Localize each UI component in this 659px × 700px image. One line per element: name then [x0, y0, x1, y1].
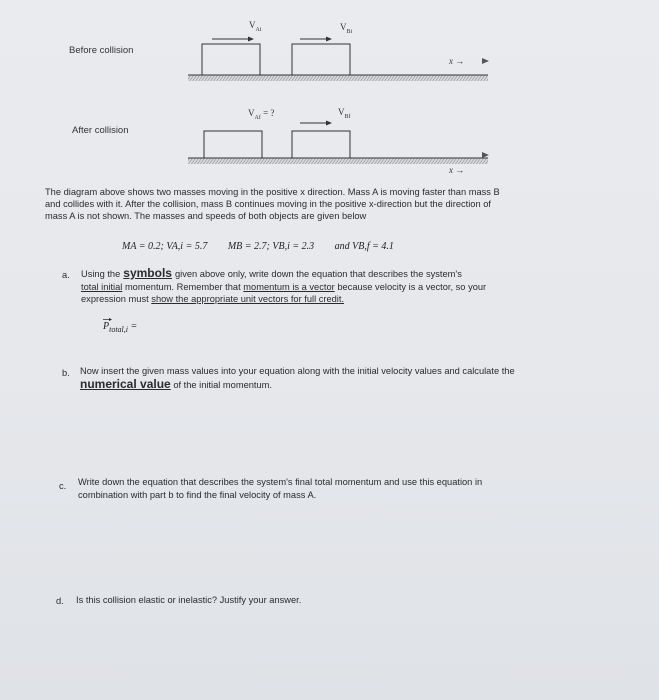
x-axis-arrowhead-before	[470, 56, 490, 66]
v-bi-label: $V_{Bi}$	[340, 22, 353, 35]
question-d-text: Is this collision elastic or inelastic? Justify your answer.	[76, 595, 302, 605]
given-values	[122, 241, 412, 252]
question-b-text: Now insert the given mass values into your equation along with the initial velocity values and calculate the numerical value of the initial momentum.	[80, 366, 515, 391]
x-axis-label-after: x →	[449, 165, 465, 175]
arrow-v-ai	[212, 37, 254, 42]
after-mass-a	[204, 131, 262, 158]
before-axis-arrow	[360, 66, 486, 75]
collision-diagram	[0, 0, 659, 190]
before-collision-label: Before collision	[69, 45, 134, 56]
after-ground	[188, 158, 488, 164]
question-d-letter: d.	[56, 596, 64, 606]
before-ground	[188, 75, 488, 81]
v-ai-label: $V_{Ai}$	[249, 20, 262, 33]
v-bf-label: $V_{Bf}$	[338, 107, 351, 120]
given-vbf: and VB,f = 4.1	[334, 241, 394, 252]
p-vector-arrow	[103, 317, 113, 322]
numerical-value-emphasis: numerical value	[80, 376, 171, 391]
x-axis-arrowhead-after	[470, 150, 490, 160]
p-total-initial-answer: $P_{total,i}$ =	[103, 321, 138, 334]
after-collision-label: After collision	[72, 125, 129, 136]
symbols-emphasis: symbols	[123, 266, 172, 280]
v-af-label: $V_{Af}$ = ?	[248, 108, 275, 121]
intro-paragraph: The diagram above shows two masses moving in the positive x direction. Mass A is moving faster than mass B and collides with it. After the collision, mass B continues moving in the positive x-direction but the direction of mass A is not shown. The masses and speeds of both objects are given below	[45, 187, 500, 221]
question-c-text: Write down the equation that describes the system's final total momentum and use this equation in combination with part b to find the final velocity of mass A.	[78, 477, 483, 500]
given-mass-b: MB = 2.7; VB,i = 2.3	[227, 241, 315, 252]
question-c-letter: c.	[59, 481, 67, 491]
before-mass-a	[202, 44, 260, 75]
question-b-letter: b.	[62, 368, 70, 378]
arrow-v-bf	[300, 121, 332, 126]
question-a-text: Using the symbols given above only, write down the equation that describes the system's total initial momentum. Remember that momentum is a vector because velocity is a vector, so your expression must show the appropriate unit vectors for full credit.	[81, 266, 487, 304]
after-mass-b	[292, 131, 350, 158]
before-mass-b	[292, 44, 350, 75]
question-a-letter: a.	[62, 270, 70, 280]
arrow-v-bi	[300, 37, 332, 42]
x-axis-label-before: x →	[449, 56, 465, 66]
given-mass-a: MA = 0.2; VA,i = 5.7	[122, 241, 208, 252]
